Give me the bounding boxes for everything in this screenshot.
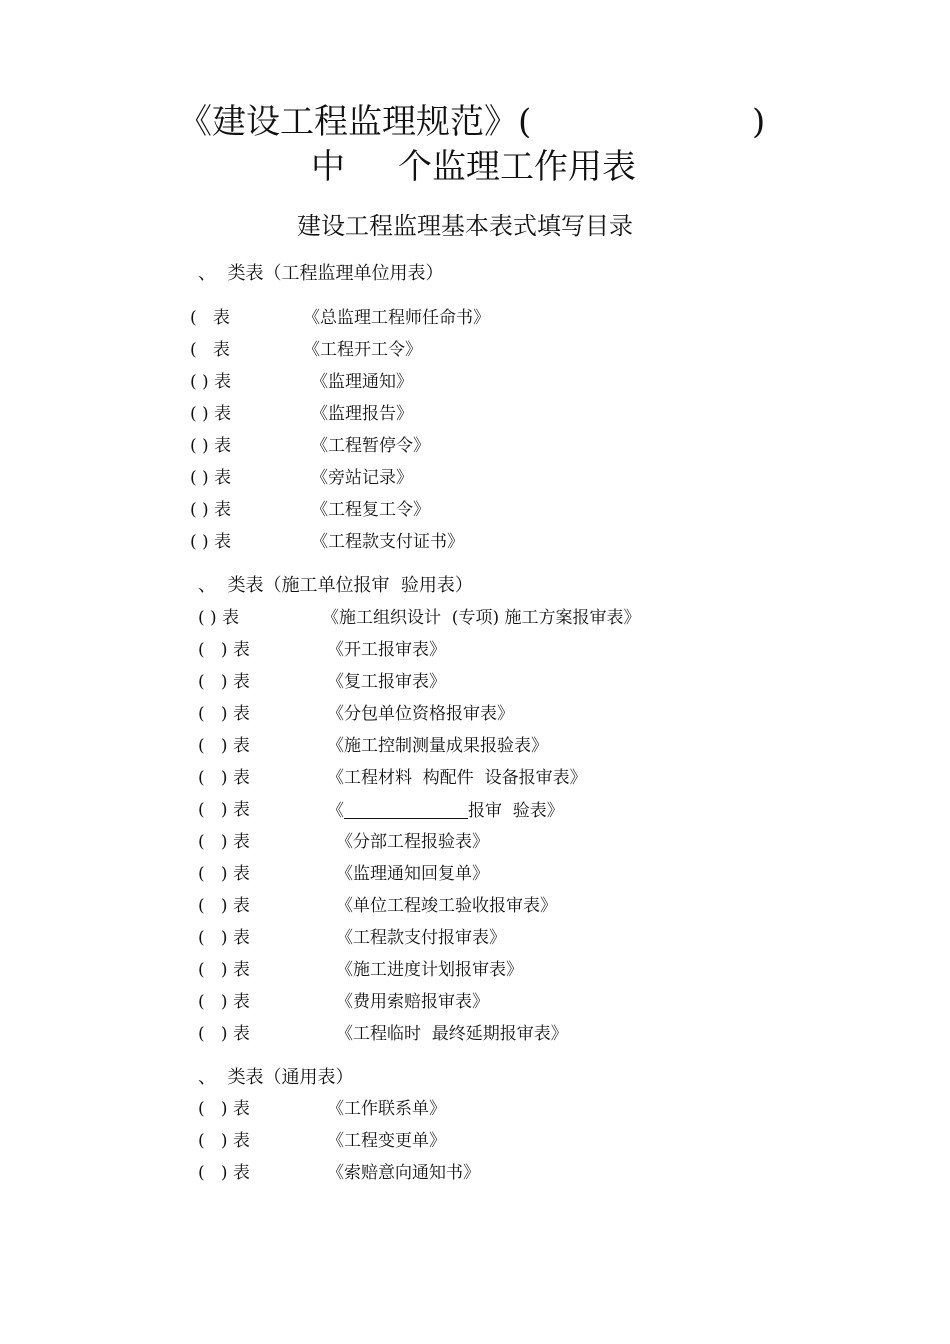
row-code: ( ) 表 — [198, 960, 250, 980]
row-name: 《复工报审表》 — [327, 672, 446, 692]
row-name: 《监理通知》 — [311, 372, 413, 392]
row-name: 《工程暂停令》 — [311, 436, 430, 456]
row-name: 《施工组织设计 (专项) 施工方案报审表》 — [322, 608, 641, 628]
row-name: 《分部工程报验表》 — [336, 832, 489, 852]
title2-a: 中 — [311, 147, 345, 187]
row-code: ( ) 表 — [198, 864, 250, 884]
row-code: ( ) 表 — [190, 532, 232, 552]
row-name: 《工程开工令》 — [303, 340, 422, 360]
row-code: ( ) 表 — [190, 404, 232, 424]
row-code: ( 表 — [190, 308, 230, 328]
row-code: ( ) 表 — [198, 992, 250, 1012]
title2-b: 个监理工作用表 — [398, 147, 636, 187]
row-code: ( ) 表 — [198, 896, 250, 916]
fill-in-blank — [344, 802, 468, 819]
row-code: ( ) 表 — [198, 736, 250, 756]
row-name-prefix: 《 — [327, 801, 344, 821]
row-name: 《工作联系单》 — [327, 1099, 446, 1119]
row-name: 《分包单位资格报审表》 — [327, 704, 514, 724]
row-code: ( 表 — [190, 340, 230, 360]
row-code: ( ) 表 — [198, 928, 250, 948]
page-subtitle: 建设工程监理基本表式填写目录 — [297, 212, 633, 240]
row-code: ( ) 表 — [198, 608, 240, 628]
row-code: ( ) 表 — [198, 672, 250, 692]
row-name: 《工程变更单》 — [327, 1131, 446, 1151]
row-name: 《工程复工令》 — [311, 500, 430, 520]
title-left: 《建设工程监理规范》( — [178, 102, 532, 142]
row-name: 《旁站记录》 — [311, 468, 413, 488]
title-right: ) — [752, 102, 766, 142]
row-code: ( ) 表 — [198, 768, 250, 788]
section-heading-3: 、 类表（通用表） — [198, 1067, 354, 1088]
row-code: ( ) 表 — [190, 372, 232, 392]
row-name: 《工程材料 构配件 设备报审表》 — [327, 768, 587, 788]
row-name: 《总监理工程师任命书》 — [303, 308, 490, 328]
row-name: 《费用索赔报审表》 — [336, 992, 489, 1012]
row-name-with-blank — [327, 802, 564, 820]
row-code: ( ) 表 — [190, 468, 232, 488]
section-heading-1: 、 类表（工程监理单位用表） — [198, 263, 444, 284]
row-code: ( ) 表 — [198, 832, 250, 852]
row-name: 《工程款支付证书》 — [311, 532, 464, 552]
row-code: ( ) 表 — [198, 1024, 250, 1044]
row-code: ( ) 表 — [198, 800, 250, 820]
row-name: 《工程临时 最终延期报审表》 — [336, 1024, 568, 1044]
row-code: ( ) 表 — [190, 436, 232, 456]
row-name: 《单位工程竣工验收报审表》 — [336, 896, 557, 916]
row-name: 《监理报告》 — [311, 404, 413, 424]
row-code: ( ) 表 — [198, 640, 250, 660]
section-heading-2: 、 类表（施工单位报审 验用表） — [198, 575, 473, 596]
row-name-suffix: 报审 验表》 — [468, 801, 564, 821]
row-code: ( ) 表 — [198, 704, 250, 724]
row-name: 《监理通知回复单》 — [336, 864, 489, 884]
row-code: ( ) 表 — [198, 1131, 250, 1151]
row-name: 《工程款支付报审表》 — [336, 928, 506, 948]
row-name: 《索赔意向通知书》 — [327, 1163, 480, 1183]
row-name: 《开工报审表》 — [327, 640, 446, 660]
row-code: ( ) 表 — [190, 500, 232, 520]
row-name: 《施工进度计划报审表》 — [336, 960, 523, 980]
row-name: 《施工控制测量成果报验表》 — [327, 736, 548, 756]
row-code: ( ) 表 — [198, 1163, 250, 1183]
row-code: ( ) 表 — [198, 1099, 250, 1119]
